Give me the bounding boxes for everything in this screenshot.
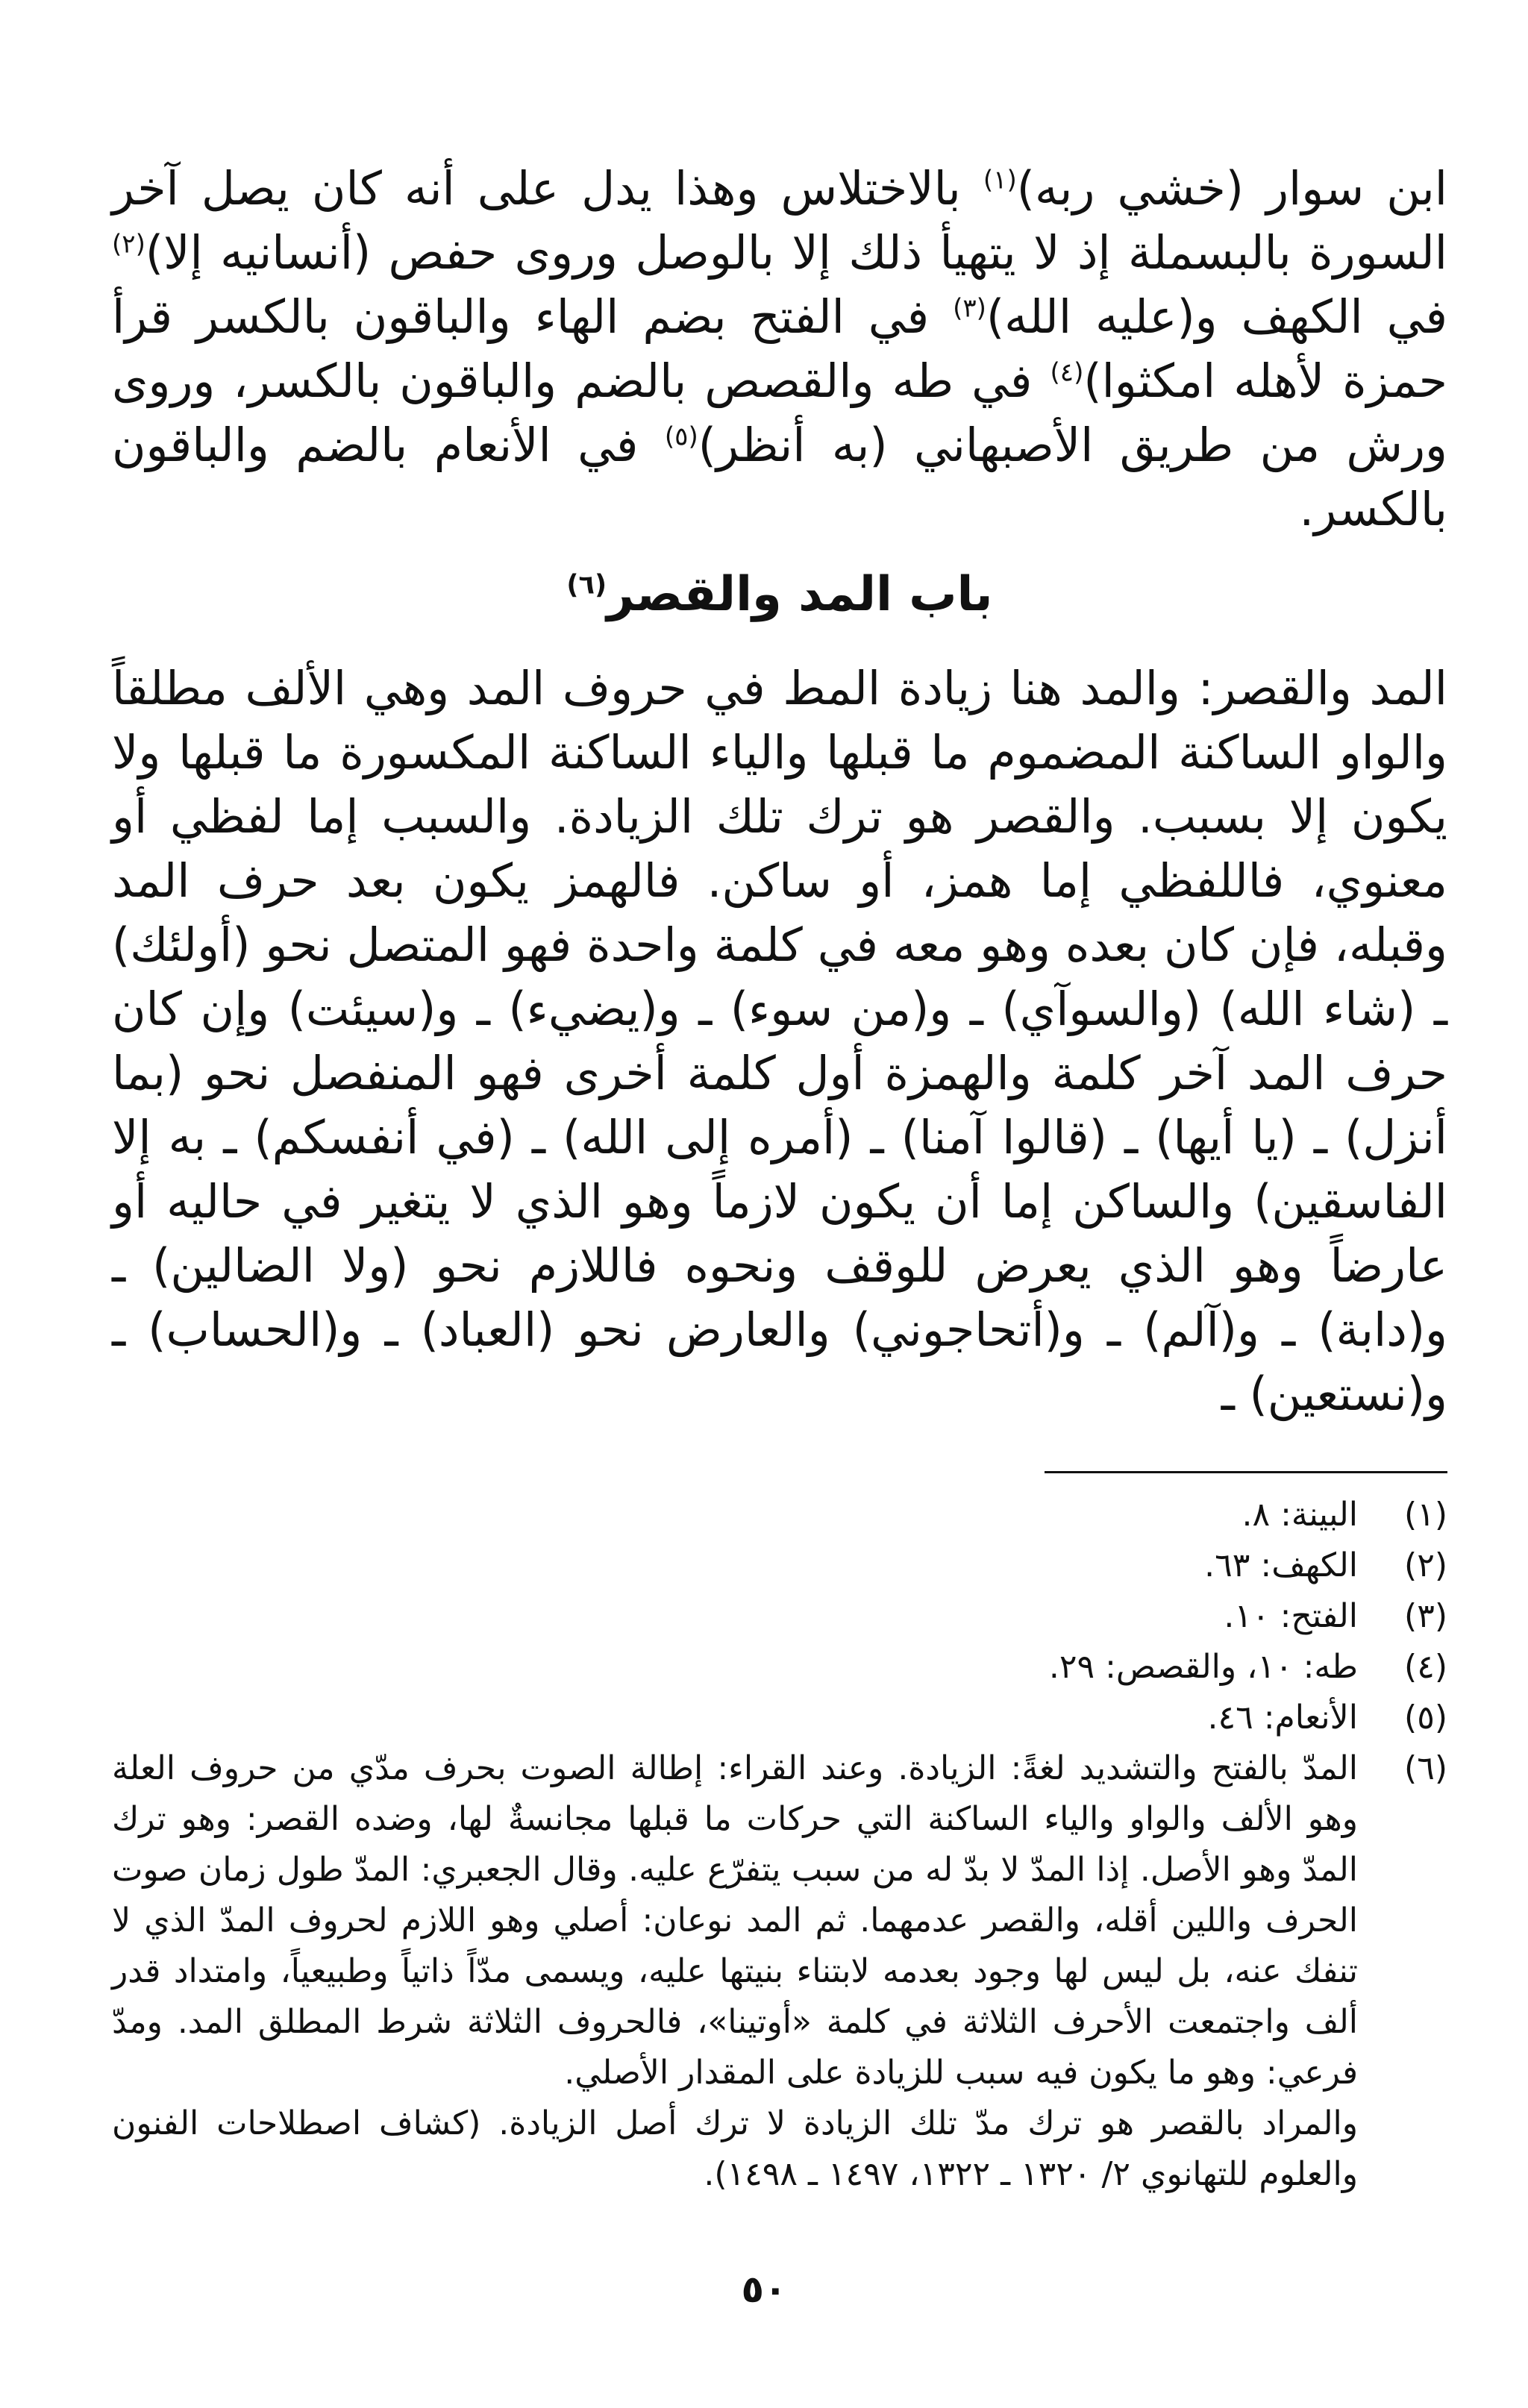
footnote-number: (٤)	[1404, 1648, 1447, 1686]
footnote-number: (٣)	[1404, 1597, 1447, 1635]
footnotes	[112, 1490, 1447, 2200]
body-text: المد والقصر: والمد هنا زيادة المط في حروف المد وهي الألف مطلقاً والواو الساكنة المضموم ما قبلها والياء الساكنة المكسورة ما قبلها ولا يكون إلا بسبب. والقصر هو ترك تلك الزيادة. والسبب إما لفظي أو معنوي، فاللفظي إما همز، أو ساكن. فالهمز يكون بعد حرف المد وقبله، فإن كان بعده وهو معه في كلمة واحدة فهو المتصل نحو (أولئك) ـ (شاء الله) (والسوآي) ـ و(من سوء) ـ و(يضيء) ـ و(سيئت) وإن كان حرف المد آخر كلمة والهمزة أول كلمة أخرى فهو المنفصل نحو (بما أنزل) ـ (يا أيها) ـ (قالوا آمنا) ـ (أمره إلى الله) ـ (في أنفسكم) ـ به إلا الفاسقين) والساكن إما أن يكون لازماً وهو الذي لا يتغير في حاليه أو عارضاً وهو الذي يعرض للوقف ونحوه فاللازم نحو (ولا الضالين) ـ و(دابة) ـ و(آلم) ـ و(أتحاجوني) والعارض نحو (العباد) ـ و(الحساب) ـ و(نستعين) ـ	[112, 661, 1447, 1421]
page-number: ٥٠	[741, 2268, 787, 2311]
footnote-number: (١)	[1404, 1496, 1447, 1534]
footnote-text: الفتح: ١٠.	[1224, 1597, 1358, 1635]
footnote-ref-2: (٢)	[112, 229, 145, 260]
footnote-ref-1: (١)	[983, 165, 1017, 195]
body-paragraph	[112, 656, 1447, 1426]
footnote-ref-5: (٥)	[664, 421, 698, 452]
footnote-divider	[1045, 1471, 1447, 1473]
intro-text-e: في طه والقصص بالضم والباقون بالكسر، وروى ورش من طريق الأصبهاني (به أنظر)	[112, 354, 1447, 472]
footnote-text: البينة: ٨.	[1242, 1496, 1358, 1534]
footnote-ref-6: (٦)	[566, 569, 607, 601]
footnote-ref-4: (٤)	[1050, 357, 1084, 388]
section-heading-text: باب المد والقصر	[607, 567, 993, 622]
footnote-item	[112, 1693, 1447, 1743]
intro-text-b: بالاختلاس وهذا يدل على أنه كان يصل آخر السورة بالبسملة إذ لا يتهيأ ذلك إلا بالوصل وروى حفص (أنسانيه إلا)	[112, 161, 1447, 280]
footnote-item	[112, 1591, 1447, 1642]
footnote-item	[112, 1540, 1447, 1591]
intro-text-f: في الأنعام بالضم والباقون بالكسر.	[112, 418, 1447, 536]
footnote-continuation: والمراد بالقصر هو ترك مدّ تلك الزيادة لا ترك أصل الزيادة. (كشاف اصطلاحات الفنون والعلوم للتهانوي ٢/ ١٣٢٠ ـ ١٣٢٢، ١٤٩٧ ـ ١٤٩٨).	[112, 2104, 1358, 2193]
intro-text-a: ابن سوار (خشي ربه)	[1016, 161, 1447, 216]
footnote-number: (٥)	[1404, 1699, 1447, 1737]
intro-text	[112, 157, 1447, 542]
intro-text-d: في الفتح بضم الهاء والباقون بالكسر قرأ حمزة لأهله امكثوا)	[112, 289, 1447, 408]
section-heading	[112, 562, 1447, 627]
footnote-item	[112, 1490, 1447, 1540]
footnote-text: الأنعام: ٤٦.	[1207, 1699, 1358, 1737]
footnote-text: الكهف: ٦٣.	[1204, 1546, 1358, 1584]
footnote-text: المدّ بالفتح والتشديد لغةً: الزيادة. وعند القراء: إطالة الصوت بحرف مدّي من حروف العلة وهو الألف والواو والياء الساكنة التي حركات ما قبلها مجانسةٌ لها، وضده القصر: وهو ترك المدّ وهو الأصل. إذا المدّ لا بدّ له من سبب يتفرّع عليه. وقال الجعبري: المدّ طول زمان صوت الحرف واللين أقله، والقصر عدمهما. ثم المد نوعان: أصلي وهو اللازم لحروف المدّ الذي لا تنفك عنه، بل ليس لها وجود بعدمه لابتناء بنيتها عليه، ويسمى مدّاً ذاتياً وطبيعياً، وامتداد قدر ألف واجتمعت الأحرف الثلاثة في كلمة «أوتينا»، فالحروف الثلاثة شرط المطلق المد. ومدّ فرعي: وهو ما يكون فيه سبب للزيادة على المقدار الأصلي.	[112, 1749, 1358, 2092]
intro-text-c: في الكهف و(عليه الله)	[986, 289, 1447, 344]
book-page	[112, 157, 1447, 2350]
intro-paragraph	[112, 157, 1447, 542]
footnote-item	[112, 1743, 1447, 2098]
footnote-number: (٦)	[1404, 1749, 1447, 1787]
footnote-item	[112, 1642, 1447, 1693]
footnote-text: طه: ١٠، والقصص: ٢٩.	[1048, 1648, 1358, 1686]
footnote-number: (٢)	[1404, 1546, 1447, 1584]
footnote-ref-3: (٣)	[953, 293, 986, 324]
